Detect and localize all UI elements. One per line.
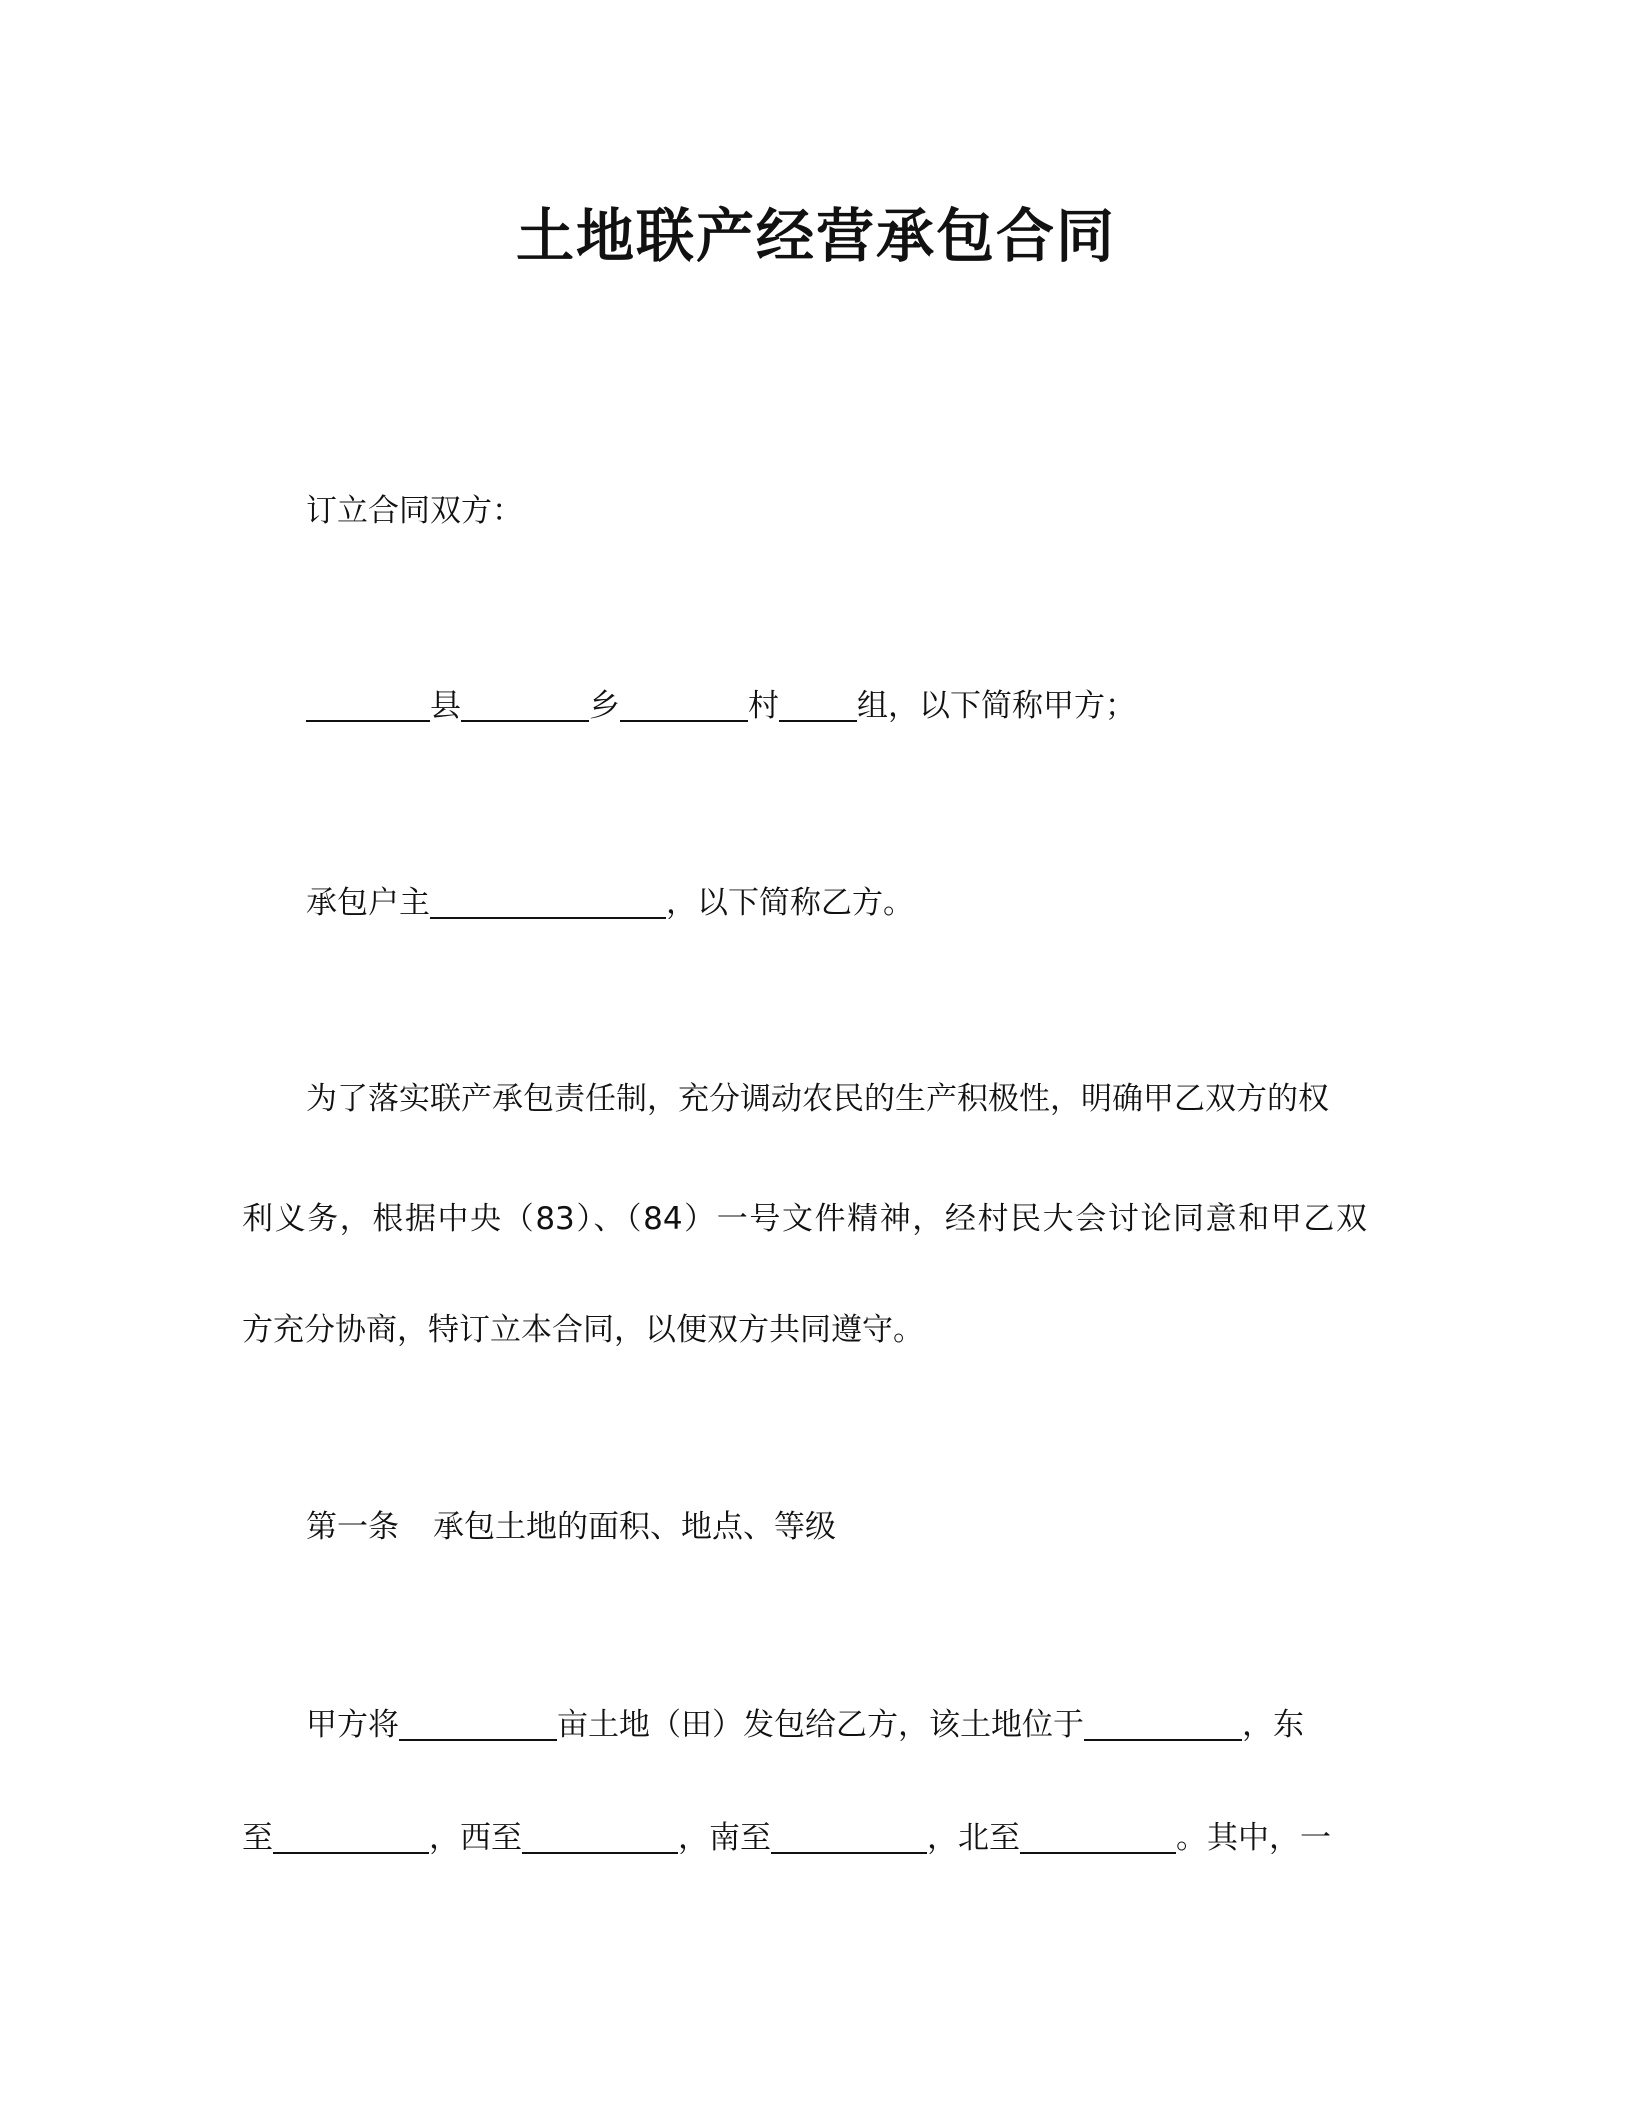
north-label: ，北至: [927, 1820, 1020, 1856]
east-boundary-blank[interactable]: [273, 1818, 429, 1854]
county-label: 县: [430, 688, 461, 724]
article-1-body-line-1: [306, 1703, 1304, 1747]
preamble-line-3: 方充分协商，特订立本合同，以便双方共同遵守。: [242, 1312, 924, 1348]
article-1-heading: [306, 1505, 836, 1549]
article-1-body-line-2: [242, 1816, 1331, 1860]
west-boundary-blank[interactable]: [522, 1818, 678, 1854]
north-boundary-blank[interactable]: [1020, 1818, 1176, 1854]
parties-heading: 订立合同双方：: [306, 493, 523, 529]
article-1-title: 承包土地的面积、地点、等级: [433, 1509, 836, 1545]
village-blank[interactable]: [620, 686, 748, 722]
township-label: 乡: [589, 688, 620, 724]
group-blank[interactable]: [779, 686, 857, 722]
west-label: ，西至: [429, 1820, 522, 1856]
county-blank[interactable]: [306, 686, 430, 722]
party-b-line: [306, 881, 914, 925]
line-end-text: 。其中，一: [1176, 1820, 1331, 1856]
township-blank[interactable]: [461, 686, 589, 722]
south-label: ，南至: [678, 1820, 771, 1856]
article-1-number: 第一条: [306, 1509, 399, 1545]
party-b-prefix: 承包户主: [306, 885, 430, 921]
east-label: ，东: [1242, 1707, 1304, 1743]
household-head-blank[interactable]: [430, 883, 666, 919]
party-b-suffix: ，以下简称乙方。: [666, 885, 914, 921]
preamble-line-1: 为了落实联产承包责任制，充分调动农民的生产积极性，明确甲乙双方的权: [306, 1081, 1329, 1117]
area-blank[interactable]: [399, 1705, 557, 1741]
village-label: 村: [748, 688, 779, 724]
area-suffix: 亩土地（田）发包给乙方，该土地位于: [557, 1707, 1084, 1743]
preamble-line-2: 利义务，根据中央（83）、（84）一号文件精神，经村民大会讨论同意和甲乙双: [242, 1201, 1367, 1237]
location-blank[interactable]: [1084, 1705, 1242, 1741]
south-boundary-blank[interactable]: [771, 1818, 927, 1854]
document-title: 土地联产经营承包合同: [515, 202, 1116, 270]
area-prefix: 甲方将: [306, 1707, 399, 1743]
party-a-line: [306, 684, 1136, 728]
group-label: 组，以下简称甲方；: [857, 688, 1136, 724]
east-to-label: 至: [242, 1820, 273, 1856]
